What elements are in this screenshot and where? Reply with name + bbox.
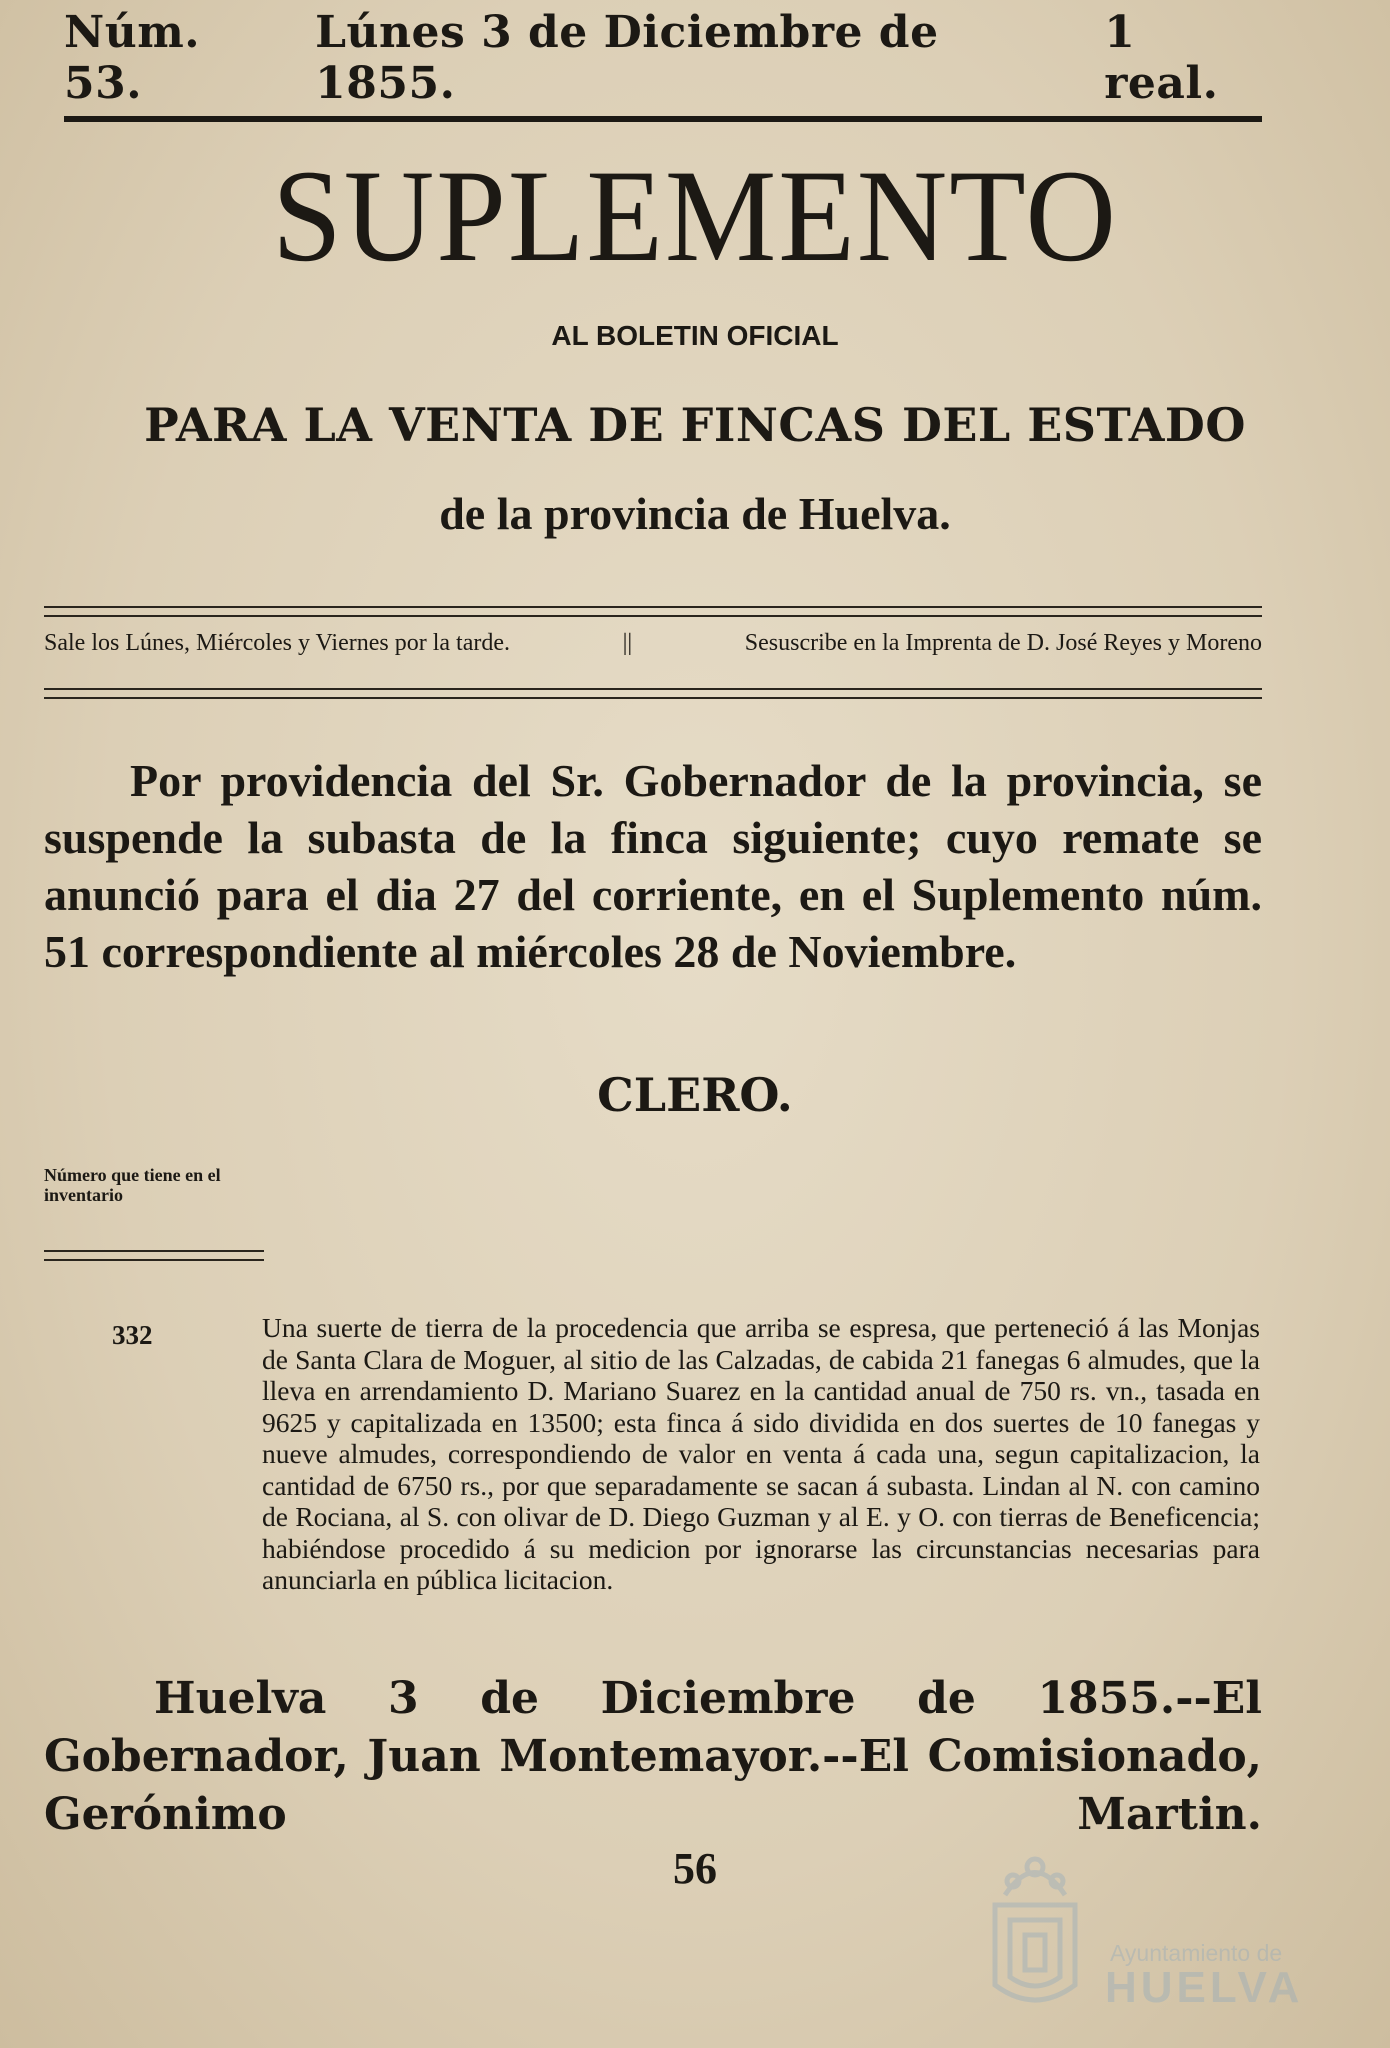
inventory-column-label: Número que tiene en el inventario (44, 1165, 221, 1205)
page-number: 56 (673, 1844, 717, 1893)
publication-info (44, 630, 1262, 657)
signature-block: Huelva 3 de Diciembre de 1855.--El Gobernador, Juan Montemayor.--El Comisionado, Gerónimo Martin. (44, 1673, 1262, 1840)
province-line: de la provincia de Huelva. (439, 488, 951, 539)
suspension-notice: Por providencia del Sr. Gobernador de la provincia, se suspende la subasta de la finca siguiente; cuyo remate se anunció para el dia 27 del corriente, en el Suplemento núm. 51 correspondiente al miércoles 28 de Noviembre. (44, 755, 1262, 977)
archive-watermark (975, 1845, 1335, 2020)
property-description: Una suerte de tierra de la procedencia que arriba se espresa, que perteneció á las Monjas de Santa Clara de Moguer, al sitio de las Calzadas, de cabida 21 fanegas 6 almudes, que la lleva en arrendamiento D. Mariano Suarez en la cantidad anual de 750 rs. vn., tasada en 9625 y capitalizada en 13500; esta finca á sido dividida en dos suertes de 10 fanegas y nueve almudes, correspondiendo de valor en venta á cada una, segun capitalizacion, la cantidad de 6750 rs., por que separadamente se sacan á subasta. Lindan al N. con camino de Rociana, al S. con olivar de D. Diego Guzman y al E. y O. con tierras de Beneficencia; habiéndose procedido á su medicion por ignorarse las circunstancias necesarias para anunciarla en pública licitacion. (262, 1312, 1260, 1595)
masthead-line (64, 7, 1262, 109)
info-separator: || (622, 630, 633, 656)
page-subtitle: AL BOLETIN OFICIAL (551, 320, 839, 351)
column-rule (44, 1250, 264, 1261)
info-rule-bottom (44, 688, 1262, 699)
watermark-line2: HUELVA (1105, 1963, 1304, 2012)
issue-number: Núm. 53. (64, 7, 201, 109)
inventory-number: 332 (112, 1320, 153, 1350)
subscription-info: Sesuscribe en la Imprenta de D. José Reyes y Moreno (744, 630, 1262, 656)
publication-schedule: Sale los Lúnes, Miércoles y Viernes por la tarde. (44, 630, 510, 656)
issue-price: 1 real. (1104, 7, 1219, 109)
issue-date: Lúnes 3 de Diciembre de 1855. (315, 7, 939, 109)
masthead-rule (64, 116, 1262, 122)
page-heading: PARA LA VENTA DE FINCAS DEL ESTADO (144, 398, 1246, 452)
section-heading: CLERO. (597, 1068, 793, 1122)
page-title: SUPLEMENTO (272, 142, 1118, 289)
crest-icon (975, 1845, 1095, 2020)
watermark-line1: Ayuntamiento de (1110, 1940, 1283, 1966)
info-rule-top (44, 606, 1262, 617)
